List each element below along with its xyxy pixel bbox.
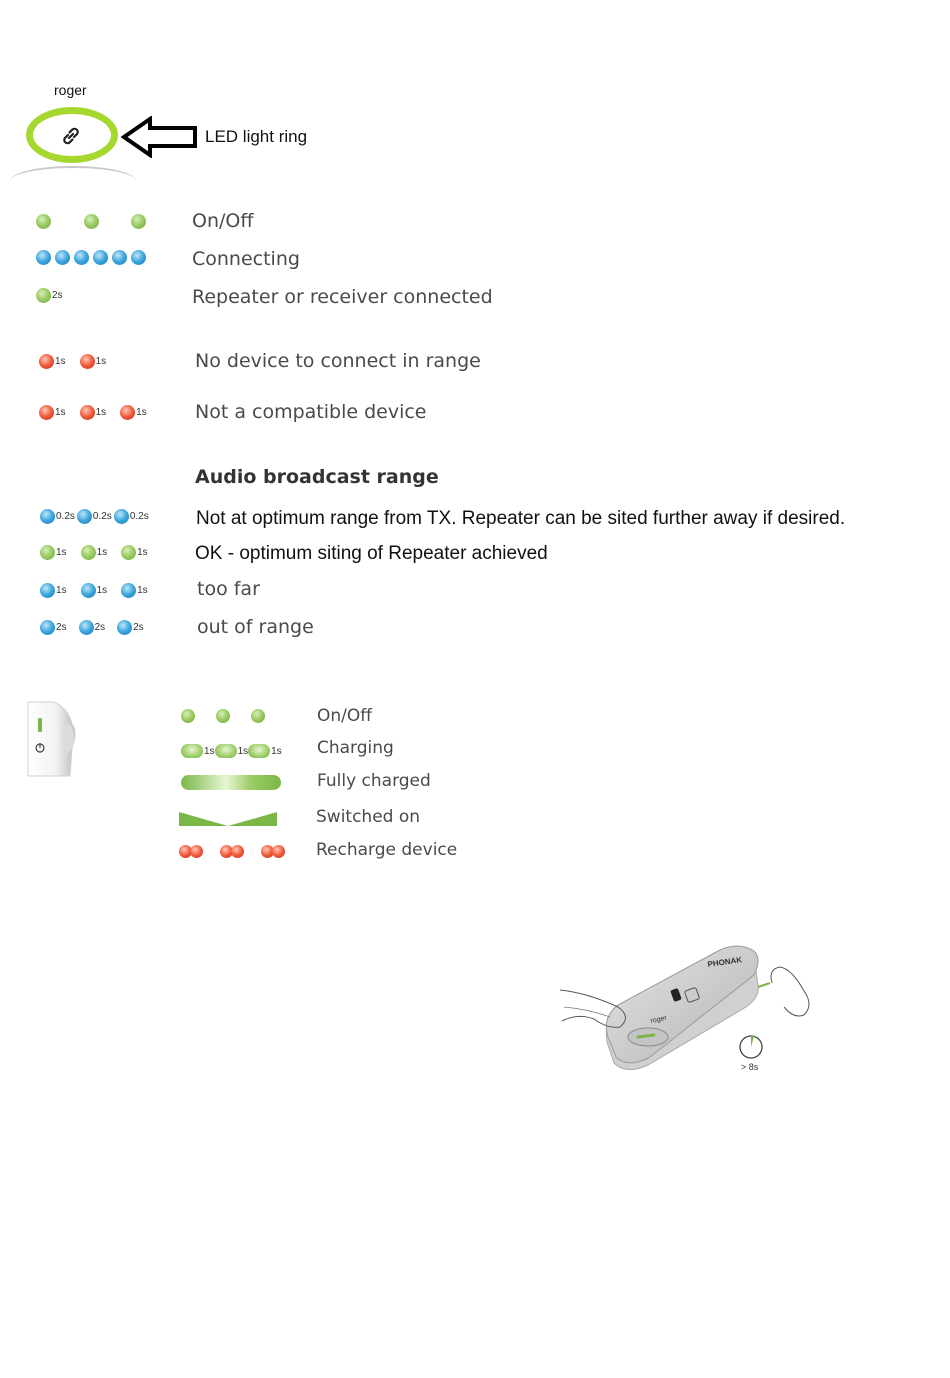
led-no-device-pattern <box>39 354 106 369</box>
battery-label-switched-on: Switched on <box>316 807 421 827</box>
blue-led <box>77 509 92 524</box>
blue-led <box>93 250 108 265</box>
led-not-compatible-pattern <box>39 405 147 420</box>
duration-label: 2s <box>133 622 144 633</box>
row-label-not-optimum: Not at optimum range from TX. Repeater can be sited further away if desired. <box>196 508 846 529</box>
led-too-far-pattern <box>40 583 148 598</box>
green-led <box>36 288 51 303</box>
row-label-repeater-connected: Repeater or receiver connected <box>192 286 493 308</box>
row-label-out-of-range: out of range <box>197 616 314 638</box>
roger-small-brand: roger <box>649 1014 668 1025</box>
row-label-too-far: too far <box>197 578 260 600</box>
duration-label: 1s <box>95 407 107 418</box>
blue-led <box>131 250 146 265</box>
red-led <box>80 405 95 420</box>
led-not-optimum-pattern <box>40 509 149 524</box>
led-out-of-range-pattern <box>40 620 144 635</box>
blue-led <box>112 250 127 265</box>
led-connecting-pattern <box>36 250 146 265</box>
timer-label: > 8s <box>741 1062 759 1072</box>
battery-label-fully-charged: Fully charged <box>317 771 431 791</box>
roger-brand-label: roger <box>54 82 87 98</box>
blue-led <box>36 250 51 265</box>
led-light-ring-callout: LED light ring <box>205 127 308 146</box>
arrow-left-icon <box>120 116 200 158</box>
red-led <box>120 405 135 420</box>
switched-on-indicator <box>179 810 277 828</box>
audio-broadcast-heading: Audio broadcast range <box>195 466 439 488</box>
blue-led <box>40 583 55 598</box>
duration-label: 1s <box>56 547 67 558</box>
phonak-brand: PHONAK <box>707 955 743 969</box>
red-led <box>39 354 54 369</box>
charging-pill <box>181 744 203 758</box>
recharge-device-pattern <box>179 845 283 858</box>
green-led <box>81 545 96 560</box>
row-label-ok-optimum: OK - optimum siting of Repeater achieved <box>195 543 548 564</box>
blue-led <box>74 250 89 265</box>
duration-label: 1s <box>55 407 66 418</box>
green-led <box>84 214 99 229</box>
duration-label: 0.2s <box>92 511 112 522</box>
duration-label: 1s <box>96 585 108 596</box>
battery-label-recharge: Recharge device <box>316 840 458 860</box>
duration-label: 1s <box>237 745 249 757</box>
led-ok-optimum-pattern <box>40 545 148 560</box>
row-label-on-off: On/Off <box>192 210 254 232</box>
battery-on-off-pattern <box>181 709 265 723</box>
green-led <box>216 709 230 723</box>
blue-led <box>114 509 129 524</box>
blue-led <box>40 620 55 635</box>
device-reset-illustration <box>558 945 828 1090</box>
red-led-pair <box>261 845 283 858</box>
row-label-not-compatible: Not a compatible device <box>195 401 427 423</box>
blue-led <box>121 583 136 598</box>
red-led <box>80 354 95 369</box>
duration-label: 1s <box>136 407 147 418</box>
battery-label-charging: Charging <box>317 738 394 758</box>
blue-led <box>81 583 96 598</box>
duration-label: 1s <box>271 745 282 757</box>
duration-label: 2s <box>52 290 63 301</box>
duration-label: 1s <box>56 585 67 596</box>
green-led <box>40 545 55 560</box>
duration-label: 2s <box>94 622 106 633</box>
red-led-pair <box>179 845 201 858</box>
duration-label: 1s <box>96 547 108 558</box>
blue-led <box>55 250 70 265</box>
blue-led <box>40 509 55 524</box>
led-on-off-pattern <box>36 214 146 229</box>
duration-label: 1s <box>55 356 66 367</box>
duration-label: 0.2s <box>56 511 75 522</box>
link-icon <box>58 123 84 149</box>
charging-pill <box>248 744 270 758</box>
green-led <box>121 545 136 560</box>
duration-label: 1s <box>137 547 148 558</box>
blue-led <box>117 620 132 635</box>
duration-label: 1s <box>204 745 215 757</box>
green-led <box>181 709 195 723</box>
red-led <box>39 405 54 420</box>
duration-label: 1s <box>95 356 107 367</box>
led-repeater-connected-pattern <box>36 288 63 303</box>
row-label-no-device: No device to connect in range <box>195 350 481 372</box>
red-led-pair <box>220 845 242 858</box>
row-label-connecting: Connecting <box>192 248 300 270</box>
blue-led <box>79 620 94 635</box>
charging-pill <box>215 744 237 758</box>
green-led <box>36 214 51 229</box>
battery-label-on-off: On/Off <box>317 706 372 726</box>
device-edge <box>10 166 136 184</box>
green-led <box>251 709 265 723</box>
green-led <box>131 214 146 229</box>
fully-charged-bar <box>181 775 281 790</box>
duration-label: 2s <box>56 622 67 633</box>
duration-label: 0.2s <box>129 511 149 522</box>
device-side-illustration <box>22 700 82 778</box>
duration-label: 1s <box>137 585 148 596</box>
battery-charging-pattern <box>181 744 282 758</box>
